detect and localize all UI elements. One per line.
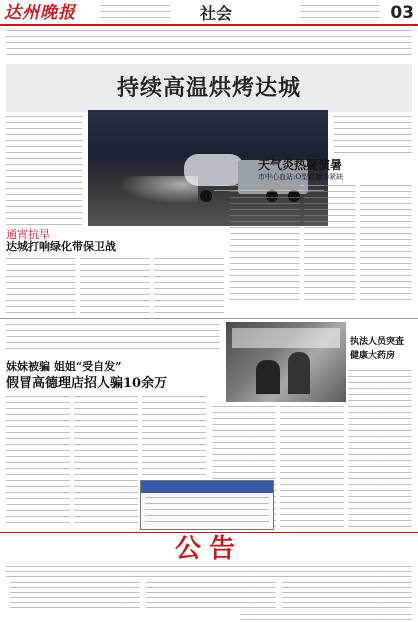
person-figure bbox=[256, 360, 280, 394]
page-number: 03 bbox=[390, 3, 414, 23]
story-heat-col3 bbox=[360, 185, 412, 305]
right-column-text bbox=[334, 116, 412, 156]
story-heat-col1 bbox=[230, 185, 300, 305]
ad-text bbox=[145, 497, 269, 525]
notice-rule bbox=[0, 532, 418, 533]
story-scam-col5 bbox=[280, 406, 344, 528]
newspaper-logo: 达州晚报 bbox=[4, 3, 76, 23]
notice-signoff bbox=[240, 614, 412, 620]
left-column-text bbox=[6, 116, 82, 226]
lead-headline: 持续高温烘烤达城 bbox=[116, 75, 301, 101]
truck-wheel bbox=[200, 190, 212, 202]
story-drought-col2 bbox=[80, 258, 150, 314]
story-drought-subtitle: 达城打响绿化带保卫战 bbox=[6, 240, 116, 253]
story-scam-col1 bbox=[6, 396, 70, 528]
story-scam-subtitle: 假冒高德理店招人骗10余万 bbox=[6, 376, 168, 391]
person-figure bbox=[288, 352, 310, 394]
story-drought-col1 bbox=[6, 258, 76, 314]
ad-box bbox=[140, 480, 274, 530]
editor-info bbox=[300, 5, 380, 19]
story-scam-title: 妹妹被骗 姐姐“受自发” bbox=[6, 360, 122, 373]
notice-table-col2 bbox=[146, 582, 276, 612]
notice-table-col1 bbox=[10, 582, 140, 612]
photo-caption-overlay bbox=[232, 328, 340, 348]
pharmacy-photo bbox=[226, 322, 346, 402]
summary-text bbox=[6, 324, 220, 352]
header-rule bbox=[0, 24, 418, 26]
section-title: 社会 bbox=[199, 4, 232, 23]
story-scam-col2 bbox=[74, 396, 138, 528]
ad-header-bar bbox=[141, 481, 273, 493]
story-pharmacy-text bbox=[348, 370, 412, 528]
notice-table-col3 bbox=[282, 582, 412, 612]
water-spray bbox=[118, 176, 198, 204]
notice-text bbox=[6, 566, 412, 580]
story-heat-title: 天气炎热疑演暑 bbox=[258, 158, 343, 172]
intro-paragraph bbox=[6, 30, 412, 60]
story-drought-title: 通宵抗旱 bbox=[6, 228, 50, 241]
story-drought-col3 bbox=[154, 258, 224, 314]
issue-date bbox=[100, 5, 170, 19]
story-scam-col3 bbox=[142, 396, 206, 476]
notice-title: 公告 bbox=[174, 534, 243, 564]
section-divider bbox=[0, 318, 418, 319]
story-pharmacy-subtitle: 健康大药房 bbox=[350, 351, 396, 361]
story-heat-subtitle: 市中心血站:O型血量为紧缺 bbox=[258, 173, 344, 181]
story-pharmacy-title: 执法人员突查 bbox=[350, 337, 405, 347]
story-heat-col2 bbox=[304, 185, 356, 305]
